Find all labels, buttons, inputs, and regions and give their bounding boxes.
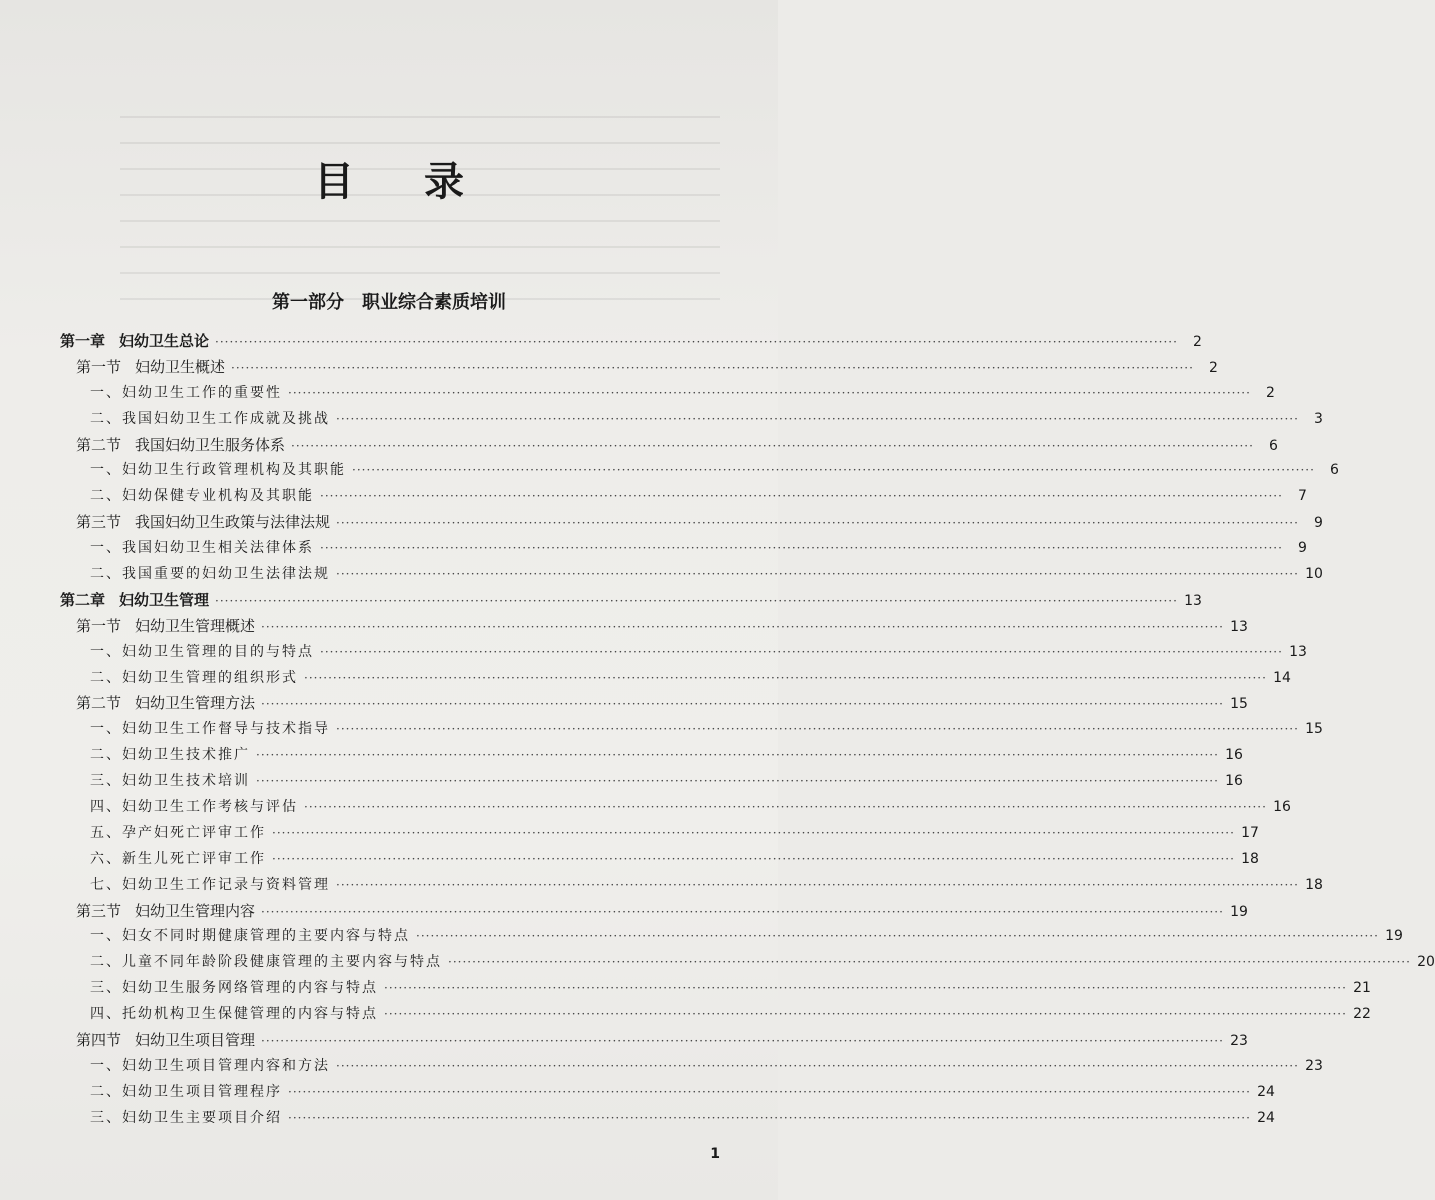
dot-leader: ········································································································································································································: [261, 619, 1224, 634]
dot-leader: ········································································································································································································: [336, 877, 1299, 892]
page-number: 1: [710, 1146, 720, 1162]
toc-entry-title: 三、妇幼卫生主要项目介绍: [90, 1109, 282, 1126]
toc-entry-number: 第一节: [76, 357, 122, 376]
toc-section: [60, 1029, 1248, 1055]
toc-chapter: [60, 330, 1202, 356]
toc-page-number: 6: [1329, 462, 1339, 479]
toc-entry-number: 第二章: [60, 590, 106, 609]
toc-entry-number: 第一节: [76, 616, 122, 635]
toc-section: [60, 692, 1248, 718]
toc-page-number: 19: [1385, 928, 1403, 945]
toc-page-number: 13: [1184, 592, 1202, 609]
toc-item: [60, 1055, 1323, 1081]
dot-leader: ········································································································································································································: [261, 1034, 1224, 1049]
toc-item: [60, 822, 1259, 848]
toc-entry-title: 二、妇幼保健专业机构及其职能: [90, 488, 314, 505]
toc-entry-title: 五、孕产妇死亡评审工作: [90, 824, 266, 841]
toc-item: [60, 874, 1323, 900]
toc-item: [60, 770, 1243, 796]
dot-leader: ········································································································································································································: [288, 385, 1251, 400]
toc-item: [60, 641, 1307, 667]
toc-entry-text: 妇幼卫生总论: [119, 332, 210, 350]
toc-entry-title: 一、妇幼卫生工作督导与技术指导: [90, 721, 330, 738]
toc-entry-title: 三、妇幼卫生技术培训: [90, 773, 250, 790]
dot-leader: ········································································································································································································: [304, 800, 1267, 815]
toc-entry-text: 妇幼卫生概述: [135, 357, 226, 376]
toc-entry-title: 二、我国妇幼卫生工作成就及挑战: [90, 410, 330, 427]
dot-leader: ········································································································································································································: [336, 567, 1299, 582]
dot-leader: ········································································································································································································: [256, 774, 1219, 789]
dot-leader: ········································································································································································································: [384, 1007, 1347, 1022]
dot-leader: ········································································································································································································: [448, 955, 1411, 970]
toc-entry-title: 三、妇幼卫生服务网络管理的内容与特点: [90, 980, 378, 997]
page-title: 目 录: [314, 159, 492, 205]
toc-page-number: 16: [1225, 747, 1243, 764]
toc-page-number: 6: [1269, 437, 1278, 454]
dot-leader: ········································································································································································································: [320, 644, 1283, 659]
dot-leader: ········································································································································································································: [215, 593, 1178, 608]
toc-entry-title: 六、新生儿死亡评审工作: [90, 850, 266, 867]
toc-page-number: 18: [1241, 850, 1259, 867]
toc-page-number: 2: [1193, 334, 1202, 350]
toc-entry-title: 二、儿童不同年龄阶段健康管理的主要内容与特点: [90, 954, 442, 971]
toc-item: [60, 796, 1291, 822]
toc-entry-title: [60, 330, 209, 351]
dot-leader: ········································································································································································································: [272, 825, 1235, 840]
toc-entry-title: 四、妇幼卫生工作考核与评估: [90, 799, 298, 816]
toc-page-number: 7: [1297, 488, 1307, 505]
toc-page-number: 9: [1297, 540, 1307, 557]
toc-page-number: 14: [1273, 669, 1291, 686]
toc-item: [60, 925, 1403, 951]
toc-item: [60, 667, 1291, 693]
toc-page-number: 22: [1353, 1006, 1371, 1023]
toc-entry-number: 第二节: [76, 694, 122, 713]
toc-page-number: 9: [1314, 515, 1323, 532]
part-label: 第一部分: [272, 292, 344, 313]
dot-leader: ········································································································································································································: [384, 981, 1347, 996]
toc-entry-title: [76, 434, 285, 455]
toc-item: [60, 563, 1323, 589]
toc-entry-number: 第三节: [76, 901, 122, 920]
dot-leader: ········································································································································································································: [304, 670, 1267, 685]
toc-page-number: 23: [1305, 1057, 1323, 1074]
toc-page-number: 16: [1225, 773, 1243, 790]
toc-page-number: 24: [1257, 1109, 1275, 1126]
toc-entry-title: 一、妇幼卫生行政管理机构及其职能: [90, 462, 346, 479]
toc-section: [60, 511, 1323, 537]
toc-entry-title: [76, 356, 225, 377]
toc-entry-number: 第二节: [76, 435, 122, 454]
toc-chapter: [60, 589, 1202, 615]
dot-leader: ········································································································································································································: [288, 1084, 1251, 1099]
dot-leader: ········································································································································································································: [352, 463, 1315, 478]
toc-page-number: 20: [1417, 954, 1435, 971]
part-name: 职业综合素质培训: [362, 292, 506, 313]
dot-leader: ········································································································································································································: [336, 411, 1299, 426]
toc-item: [60, 485, 1307, 511]
toc-item: [60, 951, 1435, 977]
toc-item: [60, 408, 1323, 434]
toc-page-number: 18: [1305, 876, 1323, 893]
toc-entry-text: 我国妇幼卫生服务体系: [135, 435, 286, 454]
toc-page-number: 21: [1353, 980, 1371, 997]
dot-leader: ········································································································································································································: [320, 541, 1283, 556]
toc-page-number: 17: [1241, 824, 1259, 841]
toc-entry-title: 二、妇幼卫生项目管理程序: [90, 1083, 282, 1100]
toc-entry-title: [76, 1029, 255, 1050]
toc-entry-text: 我国妇幼卫生政策与法律法规: [135, 513, 331, 532]
toc-section: [60, 900, 1248, 926]
toc-page-number: 13: [1289, 643, 1307, 660]
toc-entry-number: 第一章: [60, 332, 106, 350]
toc-item: [60, 718, 1323, 744]
dot-leader: ········································································································································································································: [320, 489, 1283, 504]
toc-entry-number: 第四节: [76, 1031, 122, 1050]
toc-entry-title: [76, 615, 255, 636]
toc-entry-title: [76, 692, 255, 713]
toc-entry-title: 一、我国妇幼卫生相关法律体系: [90, 540, 314, 557]
dot-leader: ········································································································································································································: [256, 748, 1219, 763]
toc-entry-title: 二、妇幼卫生技术推广: [90, 747, 250, 764]
toc-entry-title: [60, 589, 209, 610]
toc-item: [60, 848, 1259, 874]
toc-entry-title: 四、托幼机构卫生保健管理的内容与特点: [90, 1006, 378, 1023]
toc-page-number: 15: [1305, 721, 1323, 738]
toc-page-number: 23: [1230, 1033, 1248, 1050]
toc-page-number: 19: [1230, 903, 1248, 920]
toc-entry-text: 妇幼卫生管理方法: [135, 694, 256, 713]
toc-page-number: 24: [1257, 1083, 1275, 1100]
toc-item: [60, 977, 1371, 1003]
toc-entry-title: 二、我国重要的妇幼卫生法律法规: [90, 566, 330, 583]
toc-entry-title: 一、妇幼卫生工作的重要性: [90, 384, 282, 401]
dot-leader: ········································································································································································································: [416, 929, 1379, 944]
toc-page-number: 2: [1265, 384, 1275, 401]
dot-leader: ········································································································································································································: [231, 360, 1194, 375]
toc-entry-title: [76, 900, 255, 921]
toc-entry-title: 一、妇幼卫生管理的目的与特点: [90, 643, 314, 660]
toc-page-number: 2: [1209, 359, 1218, 376]
dot-leader: ········································································································································································································: [291, 438, 1254, 453]
toc-page-number: 15: [1230, 696, 1248, 713]
dot-leader: ········································································································································································································: [272, 851, 1235, 866]
toc-section: [60, 356, 1218, 382]
toc-page-number: 16: [1273, 799, 1291, 816]
toc-item: [60, 382, 1275, 408]
toc-entry-title: 一、妇女不同时期健康管理的主要内容与特点: [90, 928, 410, 945]
toc-page-number: 13: [1230, 618, 1248, 635]
toc-entry-text: 妇幼卫生管理内容: [135, 901, 256, 920]
dot-leader: ········································································································································································································: [261, 697, 1224, 712]
toc-item: [60, 1003, 1371, 1029]
toc-entry-title: 七、妇幼卫生工作记录与资料管理: [90, 876, 330, 893]
toc-item: [60, 1107, 1275, 1133]
toc-entry-text: 妇幼卫生管理: [119, 590, 210, 609]
toc-entry-title: 二、妇幼卫生管理的组织形式: [90, 669, 298, 686]
toc-item: [60, 1081, 1275, 1107]
toc-page-number: 10: [1305, 566, 1323, 583]
dot-leader: ········································································································································································································: [215, 335, 1178, 349]
toc-item: [60, 459, 1339, 485]
toc-entry-number: 第三节: [76, 513, 122, 532]
table-of-contents: [60, 330, 1435, 1133]
dot-leader: ········································································································································································································: [288, 1110, 1251, 1125]
dot-leader: ········································································································································································································: [336, 722, 1299, 737]
toc-entry-title: [76, 511, 330, 532]
toc-page-number: 3: [1313, 410, 1323, 427]
toc-section: [60, 615, 1248, 641]
toc-entry-title: 一、妇幼卫生项目管理内容和方法: [90, 1057, 330, 1074]
dot-leader: ········································································································································································································: [336, 1058, 1299, 1073]
toc-item: [60, 537, 1307, 563]
toc-entry-text: 妇幼卫生项目管理: [135, 1031, 256, 1050]
dot-leader: ········································································································································································································: [336, 516, 1299, 531]
toc-item: [60, 744, 1243, 770]
toc-section: [60, 434, 1278, 460]
toc-entry-text: 妇幼卫生管理概述: [135, 616, 256, 635]
dot-leader: ········································································································································································································: [261, 904, 1224, 919]
part-heading: [0, 288, 778, 314]
